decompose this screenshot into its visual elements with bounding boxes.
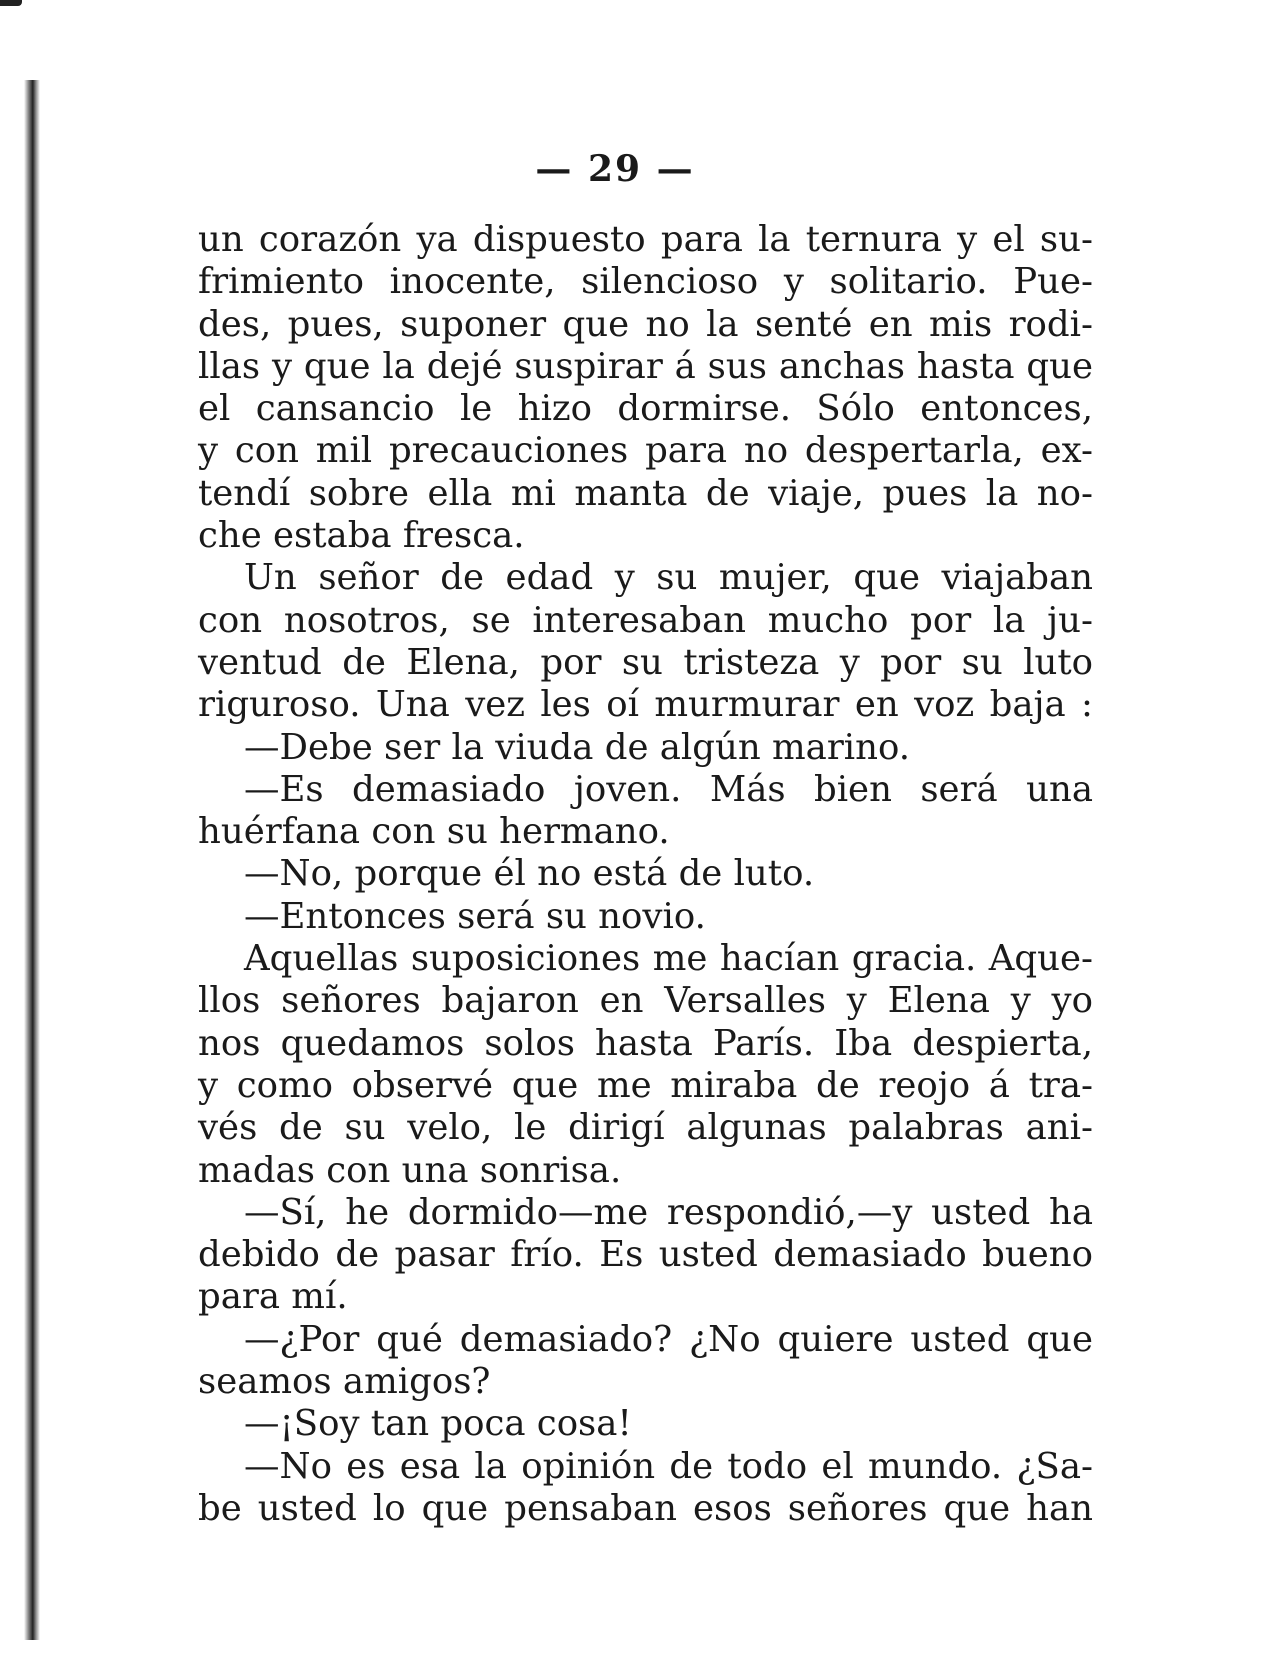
- text-line: Aquellas suposiciones me hacían gracia. Aque-: [244, 938, 1093, 980]
- text-line: —Es demasiado joven. Más bien será una: [244, 768, 1093, 810]
- body-text: [198, 219, 1093, 1530]
- scan-corner-mark: [0, 0, 22, 6]
- text-line: —¿Por qué demasiado? ¿No quiere usted que: [244, 1318, 1093, 1360]
- text-line: —No es esa la opinión de todo el mundo. ¿Sa-: [244, 1445, 1093, 1487]
- text-line: huérfana con su hermano.: [198, 811, 670, 853]
- text-line: —Debe ser la viuda de algún marino.: [244, 726, 911, 768]
- text-line: ventud de Elena, por su tristeza y por su luto: [198, 641, 1093, 683]
- text-line: madas con una sonrisa.: [198, 1149, 622, 1191]
- text-line: nos quedamos solos hasta París. Iba despierta,: [198, 1022, 1093, 1064]
- text-line: —¡Soy tan poca cosa!: [244, 1403, 632, 1445]
- page-number: — 29 —: [535, 148, 695, 190]
- text-line: Un señor de edad y su mujer, que viajaban: [244, 557, 1093, 599]
- text-line: che estaba fresca.: [198, 515, 525, 557]
- book-binding-edge: [24, 80, 40, 1640]
- text-line: tendí sobre ella mi manta de viaje, pues la no-: [198, 472, 1093, 514]
- text-line: llas y que la dejé suspirar á sus anchas hasta que: [198, 345, 1093, 387]
- text-line: para mí.: [198, 1276, 348, 1318]
- text-line: des, pues, suponer que no la senté en mis rodi-: [198, 303, 1093, 345]
- text-line: —Sí, he dormido—me respondió,—y usted ha: [244, 1191, 1093, 1233]
- text-line: un corazón ya dispuesto para la ternura y el su-: [198, 219, 1093, 260]
- text-line: debido de pasar frío. Es usted demasiado bueno: [198, 1234, 1093, 1276]
- text-line: frimiento inocente, silencioso y solitario. Pue-: [198, 261, 1093, 303]
- text-line: vés de su velo, le dirigí algunas palabras ani-: [198, 1107, 1093, 1149]
- text-line: con nosotros, se interesaban mucho por la ju-: [198, 599, 1093, 641]
- text-line: be usted lo que pensaban esos señores que han: [198, 1487, 1093, 1529]
- text-line: llos señores bajaron en Versalles y Elena y yo: [198, 980, 1093, 1022]
- text-line: riguroso. Una vez les oí murmurar en voz baja :: [198, 684, 1093, 726]
- text-line: y con mil precauciones para no despertarla, ex-: [198, 430, 1093, 472]
- text-line: —No, porque él no está de luto.: [244, 853, 815, 895]
- text-line: el cansancio le hizo dormirse. Sólo entonces,: [198, 388, 1093, 430]
- text-line: seamos amigos?: [198, 1361, 491, 1403]
- text-line: y como observé que me miraba de reojo á tra-: [198, 1064, 1093, 1106]
- text-line: —Entonces será su novio.: [244, 895, 706, 937]
